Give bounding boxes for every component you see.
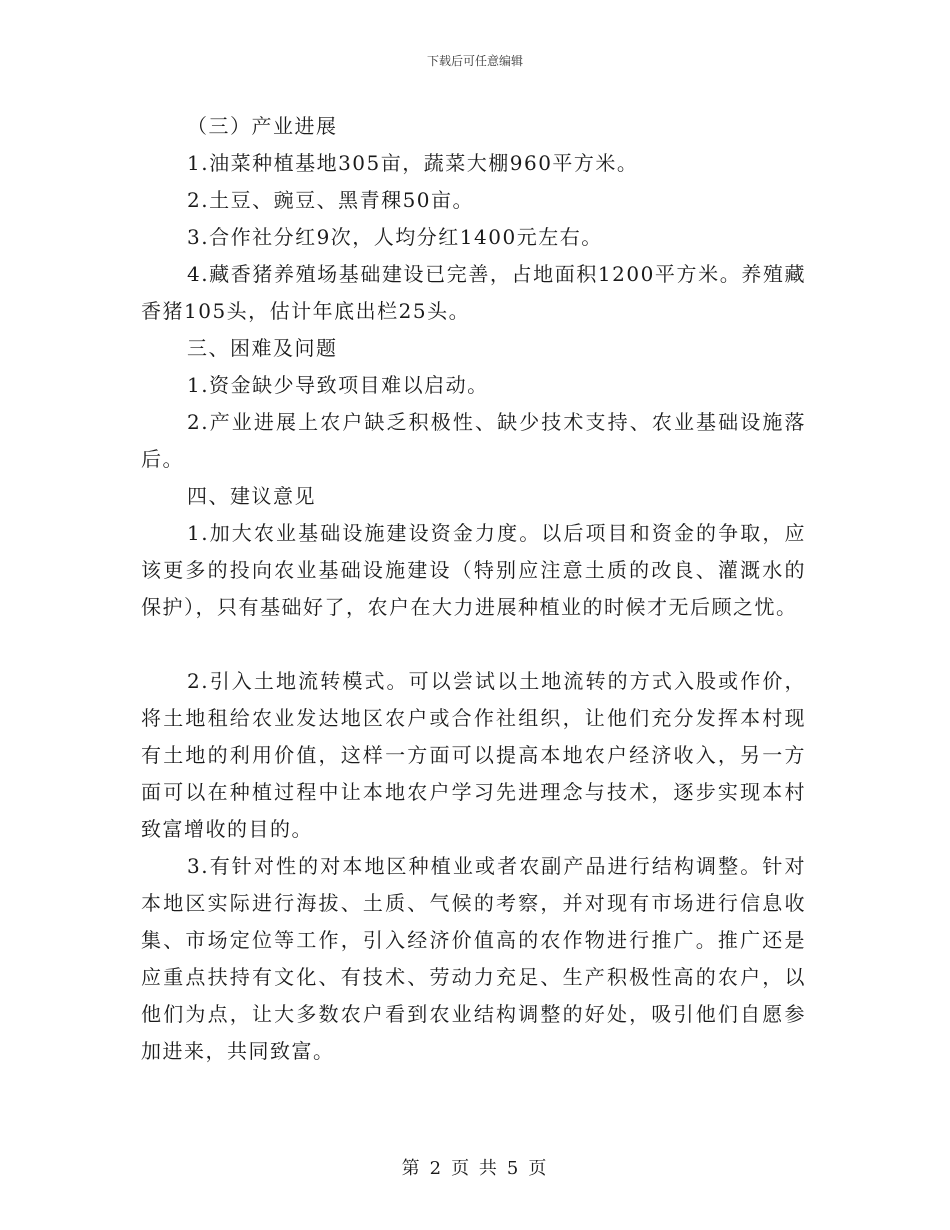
paragraph-motivation: 2.产业进展上农户缺乏积极性、缺少技术支持、农业基础设施落后。 <box>141 410 806 471</box>
paragraph-land-transfer: 2.引入土地流转模式。可以尝试以土地流转的方式入股或作价，将土地租给农业发达地区农户或合作社组织，让他们充分发挥本村现有土地的利用价值，这样一方面可以提高本地农户经济收入，另一方面可以在种植过程中让本地农户学习先进理念与技术，逐步实现本村致富增收的目的。 <box>141 669 806 841</box>
page-number-suffix: 页 <box>528 1158 549 1179</box>
paragraph-restructuring: 3.有针对性的对本地区种植业或者农副产品进行结构调整。针对本地区实际进行海拔、土质、气候的考察，并对现有市场进行信息收集、市场定位等工作，引入经济价值高的农作物进行推广。推广还是应重点扶持有文化、有技术、劳动力充足、生产积极性高的农户，以他们为点，让大多数农户看到农业结构调整的好处，吸引他们自愿参加进来，共同致富。 <box>141 854 806 1063</box>
paragraph-pig-farm: 4.藏香猪养殖场基础建设已完善，占地面积1200平方米。养殖藏香猪105头，估计年底出栏25头。 <box>141 262 806 323</box>
subsection-heading-industry-progress: （三）产业进展 <box>187 114 338 138</box>
page-footer <box>0 1154 950 1180</box>
section-heading-difficulties: 三、困难及问题 <box>187 336 338 360</box>
document-body <box>141 108 806 1070</box>
page-number-prefix: 第 <box>401 1158 422 1179</box>
current-page-number: 2 <box>429 1158 444 1179</box>
section-heading-suggestions: 四、建议意见 <box>187 484 316 508</box>
paragraph-potato: 2.土豆、豌豆、黑青稞50亩。 <box>187 188 475 212</box>
total-page-count: 5 <box>506 1158 521 1179</box>
paragraph-dividend: 3.合作社分红9次，人均分红1400元左右。 <box>187 225 603 249</box>
paragraph-rapeseed: 1.油菜种植基地305亩，蔬菜大棚960平方米。 <box>187 151 639 175</box>
page-number-middle: 页 共 <box>451 1158 499 1179</box>
paragraph-infrastructure: 1.加大农业基础设施建设资金力度。以后项目和资金的争取，应该更多的投向农业基础设施建设（特别应注意土质的改良、灌溉水的保护），只有基础好了，农户在大力进展种植业的时候才无后顾之忧。 <box>141 521 806 619</box>
paragraph-funding: 1.资金缺少导致项目难以启动。 <box>187 373 489 397</box>
page-header: 下载后可任意编辑 <box>426 54 523 68</box>
